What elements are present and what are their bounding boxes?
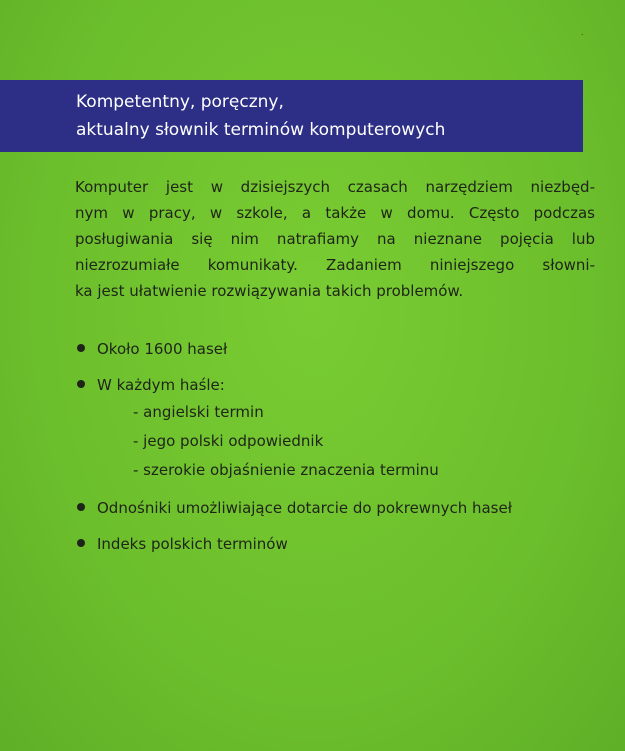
- feature-subitem: - jego polski odpowiednik: [133, 432, 324, 450]
- bullet-dot-icon: [77, 539, 85, 547]
- bullet-dot-icon: [77, 503, 85, 511]
- feature-item-text: Około 1600 haseł: [97, 340, 228, 358]
- banner-title-line-1: Kompetentny, poręczny,: [76, 92, 284, 112]
- feature-sublist: [97, 398, 605, 485]
- feature-subitem: - szerokie objaśnienie znaczenia terminu: [133, 461, 439, 479]
- bullet-dot-icon: [77, 344, 85, 352]
- feature-item-text: Odnośniki umożliwiające dotarcie do pokrewnych haseł: [97, 499, 512, 517]
- intro-line: nym w pracy, w szkole, a także w domu. Często podczas: [75, 204, 595, 222]
- feature-list: [75, 336, 605, 557]
- intro-line: Komputer jest w dzisiejszych czasach narzędziem niezbęd-: [75, 178, 595, 196]
- corner-mark: ˙: [580, 34, 585, 44]
- feature-item: [75, 495, 605, 521]
- feature-item: [75, 336, 605, 362]
- feature-item-text: Indeks polskich terminów: [97, 535, 288, 553]
- intro-line: niezrozumiałe komunikaty. Zadaniem niniejszego słowni-: [75, 256, 595, 274]
- title-banner: [0, 80, 583, 152]
- feature-item: [75, 531, 605, 557]
- intro-line: ka jest ułatwienie rozwiązywania takich problemów.: [75, 282, 464, 300]
- bullet-dot-icon: [77, 380, 85, 388]
- feature-item-text: W każdym haśle:: [97, 376, 225, 394]
- feature-subitem: - angielski termin: [133, 403, 264, 421]
- feature-item: [75, 372, 605, 485]
- intro-paragraph: [75, 174, 595, 304]
- banner-title-line-2: aktualny słownik terminów komputerowych: [76, 120, 446, 140]
- intro-line: posługiwania się nim natrafiamy na nieznane pojęcia lub: [75, 230, 595, 248]
